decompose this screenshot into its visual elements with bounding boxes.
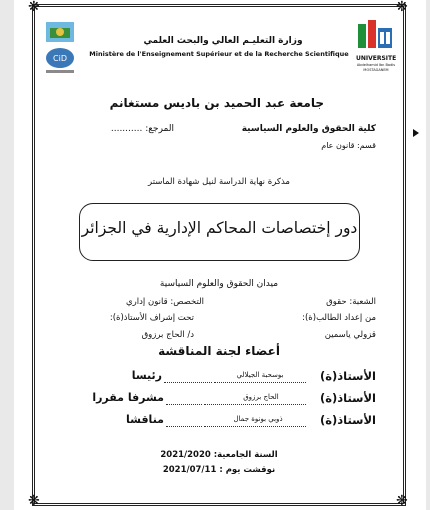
faculty-name: كلية الحقوق والعلوم السياسية	[241, 124, 376, 134]
committee-member-title: الأستاذ(ة)	[319, 369, 376, 383]
university-logo-caption: UNIVERSITE	[356, 55, 397, 62]
corner-ornament-bottom-right: ❋	[396, 493, 408, 509]
corner-ornament-top-right: ❋	[396, 0, 408, 15]
branch: الشعبة: حقوق	[326, 297, 376, 307]
memo-type: مذكرة نهاية الدراسة لنيل شهادة الماستر	[148, 177, 290, 187]
field: ميدان الحقوق والعلوم السياسية	[159, 279, 279, 289]
dotted-leader	[166, 395, 202, 405]
thesis-title-box	[79, 203, 360, 261]
university-emblem-icon	[356, 20, 396, 54]
reference-field: المرجع: ...........	[110, 124, 174, 134]
student-name: قزولي ياسمين	[324, 330, 376, 340]
committee-member-name: بوسحبة الجيلالي	[214, 371, 306, 379]
ministry-french: Ministère de l'Enseignement Supérieur et de la Recherche Scientifique	[89, 50, 349, 58]
cursor-arrow-icon	[411, 128, 421, 138]
dotted-leader	[164, 373, 212, 383]
defense-date: نوقشت يوم : 2021/07/11	[162, 465, 276, 475]
faculty-logo-icon	[40, 18, 80, 76]
academic-year: السنة الجامعية: 2021/2020	[160, 450, 278, 460]
corner-ornament-top-left: ❋	[28, 0, 40, 15]
supervisor-name: د/ الحاج برزوق	[141, 330, 194, 340]
corner-ornament-bottom-left: ❋	[28, 493, 40, 509]
committee-member-role: مناقشا	[126, 413, 164, 426]
department: قسم: قانون عام	[321, 141, 376, 150]
thesis-title: دور إختصاصات المحاكم الإدارية في الجزائر	[81, 219, 358, 237]
committee-member-title: الأستاذ(ة)	[319, 413, 376, 427]
university-logo-city: MOSTAGANEM	[363, 68, 389, 72]
ministry-arabic: وزارة التعليـم العالي والبحث العلمي	[143, 36, 303, 46]
svg-text:CiD: CiD	[53, 54, 67, 63]
university-name: جامعة عبد الحميد بن باديس مستغانم	[109, 96, 324, 110]
committee-member-title: الأستاذ(ة)	[319, 391, 376, 405]
committee-member-role: رئيسا	[131, 369, 162, 382]
committee-member-name: ذوبي بونوة جمال	[218, 415, 298, 423]
document-page	[14, 0, 426, 510]
supervisor-label: تحت إشراف الأستاذ(ة):	[109, 313, 194, 323]
university-logo	[356, 20, 396, 76]
university-logo-sub: Abdelhamid Ibn Badis	[356, 63, 396, 67]
committee-heading: أعضاء لجنة المناقشة	[158, 344, 280, 358]
committee-member-name: الحاج برزوق	[226, 393, 296, 401]
prepared-by-label: من إعداد الطالب(ة):	[302, 313, 376, 323]
dotted-leader	[166, 417, 202, 427]
specialty: التخصص: قانون إداري	[126, 297, 204, 307]
committee-member-role: مشرفا مقررا	[92, 391, 164, 404]
